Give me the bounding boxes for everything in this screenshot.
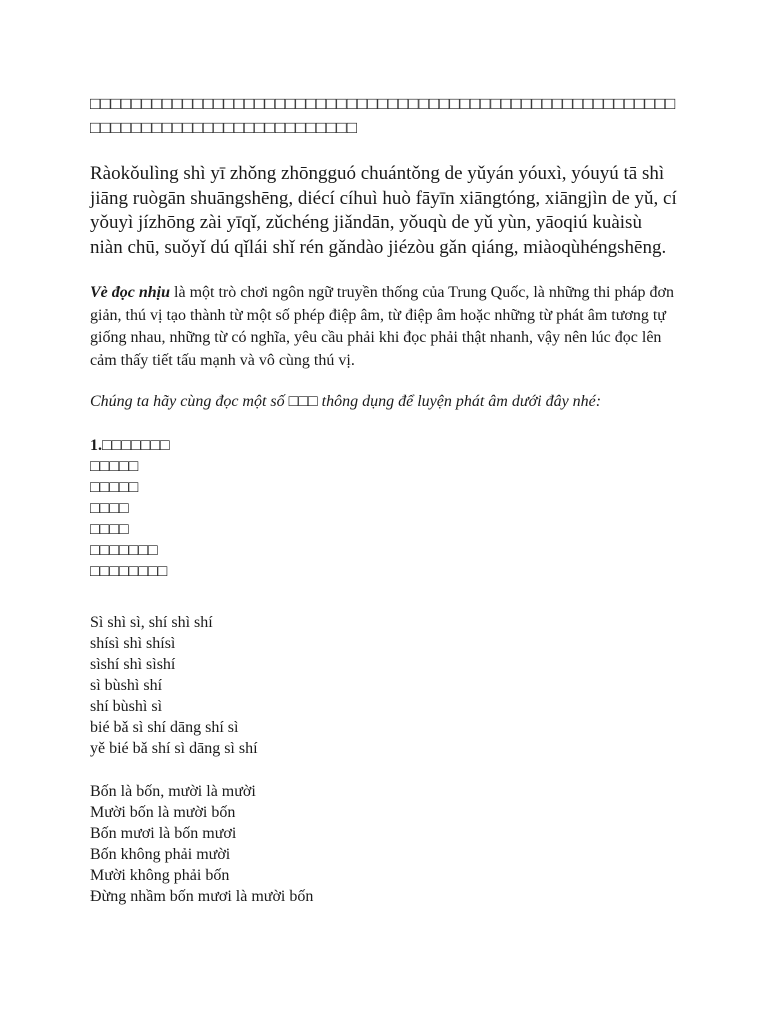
twister-number: 1. <box>90 437 102 454</box>
vietnamese-paragraph <box>90 282 678 372</box>
twister-vietnamese-block <box>90 781 678 907</box>
twister-pinyin-block <box>90 612 678 759</box>
pinyin-paragraph: Ràokǒulìng shì yī zhǒng zhōngguó chuántǒng de yǔyán yóuxì, yóuyú tā shì jiāng ruògān shuāngshēng, diécí cíhuì huò fāyīn xiāngtóng, xiāngjìn de yǔ, cí yǒuyì jízhōng zài yīqǐ, zǔchéng jiǎndān, yǒuqù de yǔ yùn, yāoqiú kuàisù niàn chū, suǒyǐ dú qǐlái shǐ rén gǎndào jiézòu gǎn qiáng, miàoqùhéngshēng. <box>90 163 677 258</box>
twister-vietnamese-line: Bốn là bốn, mười là mười <box>90 783 256 800</box>
twister-chinese-line: □□□□ <box>90 500 129 517</box>
twister-chinese-line: □□□□□□□ <box>102 437 170 454</box>
twister-pinyin-line: shísì shì shísì <box>90 635 176 652</box>
twister-title <box>90 435 678 456</box>
intro-chinese: □□□ <box>288 393 318 410</box>
twister-chinese-line: □□□□□ <box>90 458 139 475</box>
twister-chinese-block <box>90 435 678 582</box>
intro-before: Chúng ta hãy cùng đọc một số <box>90 393 289 410</box>
twister-pinyin-line: shí bùshì sì <box>90 698 163 715</box>
twister-vietnamese-line: Đừng nhầm bốn mươi là mười bốn <box>90 888 314 905</box>
twister-pinyin-line: sì bùshì shí <box>90 677 163 694</box>
twister-pinyin-line: sìshí shì sìshí <box>90 656 176 673</box>
twister-vietnamese-line: Mười không phải bốn <box>90 867 230 884</box>
twister-pinyin-line: yě bié bǎ shí sì dāng sì shí <box>90 740 258 757</box>
twister-pinyin-line: bié bǎ sì shí dāng shí sì <box>90 719 239 736</box>
twister-vietnamese-line: Bốn không phải mười <box>90 846 231 863</box>
vietnamese-paragraph-body: là một trò chơi ngôn ngữ truyền thống của Trung Quốc, là những thi pháp đơn giản, thú vị tạo thành từ một số phép điệp âm, từ điệp âm hoặc những từ phát âm tương tự giống nhau, những từ có nghĩa, yêu cầu phải khi đọc phải thật nhanh, vậy nên lúc đọc lên cảm thấy tiết tấu mạnh và vô cùng thú vị. <box>90 284 675 369</box>
chinese-paragraph: □□□□□□□□□□□□□□□□□□□□□□□□□□□□□□□□□□□□□□□□□□□□□□□□□□□□□□□□□□□□□□□□□□□□□□□□□□□□□□□□□□□ <box>90 94 676 137</box>
twister-vietnamese-line: Bốn mươi là bốn mươi <box>90 825 237 842</box>
twister-chinese-line: □□□□□□□□ <box>90 563 168 580</box>
twister-chinese-line: □□□□□□□ <box>90 542 158 559</box>
twister-chinese-line: □□□□□ <box>90 479 139 496</box>
vietnamese-term: Vè đọc nhịu <box>90 284 171 301</box>
intro-line <box>90 391 678 413</box>
intro-after: thông dụng để luyện phát âm dưới đây nhé: <box>317 393 602 410</box>
twister-vietnamese-line: Mười bốn là mười bốn <box>90 804 236 821</box>
twister-chinese-line: □□□□ <box>90 521 129 538</box>
twister-pinyin-line: Sì shì sì, shí shì shí <box>90 614 213 631</box>
